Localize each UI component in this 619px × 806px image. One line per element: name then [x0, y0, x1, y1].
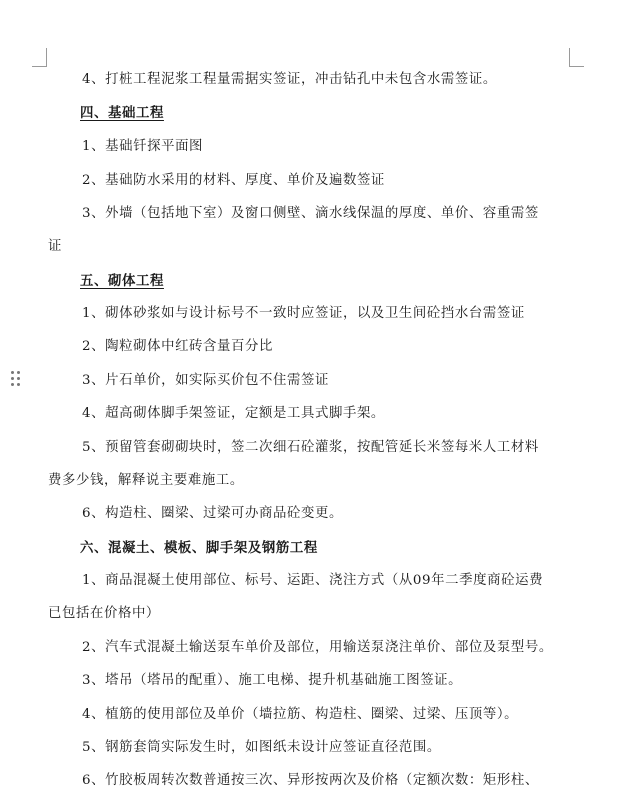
paragraph-line: 2、基础防水采用的材料、厚度、单价及遍数签证	[82, 173, 385, 188]
page-corner-mark-left	[32, 48, 47, 67]
paragraph-line: 4、打桩工程泥浆工程量需据实签证，冲击钻孔中未包含水需签证。	[82, 72, 497, 87]
paragraph-continuation: 费多少钱，解释说主要难施工。	[48, 473, 244, 488]
paragraph-continuation: 已包括在价格中）	[48, 606, 160, 621]
paragraph-line: 4、超高砌体脚手架签证，定额是工具式脚手架。	[82, 406, 385, 421]
paragraph-line: 3、外墙（包括地下室）及窗口侧壁、滴水线保温的厚度、单价、容重需签	[82, 206, 539, 221]
section-heading-concrete: 六、混凝土、模板、脚手架及钢筋工程	[80, 540, 318, 556]
section-heading-masonry: 五、砌体工程	[80, 273, 164, 289]
paragraph-line: 2、陶粒砌体中红砖含量百分比	[82, 339, 273, 354]
paragraph-line: 6、构造柱、圈梁、过梁可办商品砼变更。	[82, 506, 343, 521]
paragraph-line: 4、植筋的使用部位及单价（墙拉筋、构造柱、圈梁、过梁、压顶等）。	[82, 707, 519, 722]
paragraph-line: 3、塔吊（塔吊的配重）、施工电梯、提升机基础施工图签证。	[82, 673, 463, 688]
paragraph-line: 6、竹胶板周转次数普通按三次、异形按两次及价格（定额次数：矩形柱、	[82, 773, 539, 788]
paragraph-line: 5、钢筋套筒实际发生时，如图纸未设计应签证直径范围。	[82, 740, 441, 755]
paragraph-line: 1、基础钎探平面图	[82, 139, 204, 154]
paragraph-line: 2、汽车式混凝土输送泵车单价及部位，用输送泵浇注单价、部位及泵型号。	[82, 640, 553, 655]
paragraph-line: 3、片石单价，如实际买价包不住需签证	[82, 373, 329, 388]
page-corner-mark-right	[569, 48, 584, 67]
paragraph-line: 1、商品混凝土使用部位、标号、运距、浇注方式（从09年二季度商砼运费	[82, 573, 544, 588]
section-heading-foundation: 四、基础工程	[80, 105, 164, 121]
paragraph-continuation: 证	[48, 239, 62, 254]
paragraph-line: 1、砌体砂浆如与设计标号不一致时应签证，以及卫生间砼挡水台需签证	[82, 306, 525, 321]
drag-handle-icon[interactable]	[11, 371, 21, 387]
paragraph-line: 5、预留管套砌砌块时，签二次细石砼灌浆，按配管延长米签每米人工材料	[82, 440, 539, 455]
